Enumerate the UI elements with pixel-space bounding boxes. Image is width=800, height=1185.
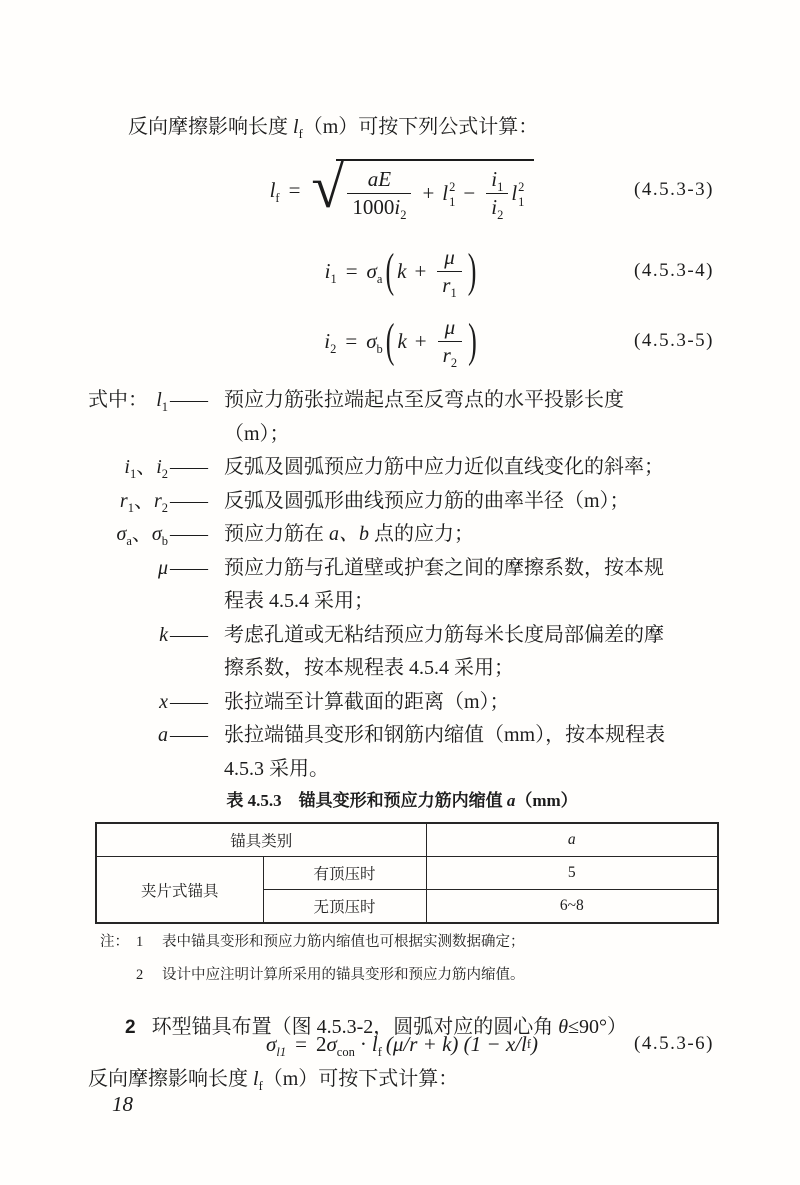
anchorage-values-table — [95, 822, 719, 924]
var-i: i — [394, 195, 401, 219]
equation-formula — [324, 313, 480, 370]
equals-sign: = — [288, 177, 301, 202]
page-number: 18 — [112, 1092, 133, 1116]
equation-number: (4.5.3-6) — [634, 1033, 714, 1054]
radicand — [336, 159, 534, 222]
fraction-mu-r2: $\frac{\mu}{r_2}$ — [438, 317, 462, 366]
var-i1: i — [491, 167, 498, 191]
var-lf: $l_f$ — [371, 1031, 382, 1059]
lhs — [269, 177, 280, 205]
coef-1000: 1000 — [352, 195, 395, 219]
open-paren: ( — [385, 313, 395, 367]
var-theta: θ — [558, 1016, 569, 1038]
sub-f: f — [275, 190, 280, 205]
plus-sign: + — [414, 328, 427, 353]
var-l1: l — [442, 181, 449, 205]
item-2-paragraph: 2 环型锚具布置（图 4.5.3-2，圆弧对应的圆心角 θ≤90°） — [125, 1016, 628, 1038]
var-l: l — [269, 177, 276, 202]
definition-row-x: x —— 张拉端至计算截面的距离（m）； — [88, 686, 720, 720]
table-row — [96, 857, 718, 890]
cell-with-jacking: 有顶压时 — [263, 857, 426, 890]
coef-2: 2 — [315, 1031, 327, 1056]
definition-dash: —— — [170, 556, 206, 579]
table-header-row — [96, 823, 718, 857]
formula-group: (μ/r + k) (1 − x/ — [385, 1031, 521, 1056]
sigma-con: $\sigma_{con}$ — [326, 1031, 355, 1059]
item-number: 2 — [125, 1017, 136, 1038]
wherein-label: 式中： — [88, 389, 148, 411]
header-anchorage-type: 锚具类别 — [96, 823, 426, 857]
fraction-i1-i2: $\frac{i_1}{i_2}$ — [486, 169, 508, 218]
caption-var-a: a — [506, 791, 516, 810]
equation-number: (4.5.3-3) — [634, 179, 714, 200]
equals-sign: = — [345, 328, 358, 353]
definition-dash: —— — [170, 623, 206, 646]
radical-sign: √ — [311, 153, 345, 220]
minus-sign: − — [463, 181, 476, 205]
header-a: a — [426, 823, 718, 857]
definition-row-k: k —— 考虑孔道或无粘结预应力筋每米长度局部偏差的摩 擦系数，按本规程表 4.5.4 采用； — [88, 619, 720, 686]
lhs: $i_1$ — [324, 258, 337, 286]
definition-row-i1-i2: $i_1$、$i_2$ —— 反弧及圆弧预应力筋中应力近似直线变化的斜率； — [88, 451, 720, 485]
var-i2: i — [491, 195, 498, 219]
sigma-a: $\sigma_a$ — [366, 258, 383, 286]
var-k: k — [397, 328, 407, 353]
equals-sign: = — [295, 1031, 307, 1056]
square-root — [311, 153, 534, 223]
definition-row-a: a —— 张拉端锚具变形和钢筋内缩值（mm），按本规程表 4.5.3 采用。 — [88, 719, 720, 786]
plus-sign: + — [414, 258, 427, 283]
definition-dash: —— — [170, 456, 206, 478]
equation-number: (4.5.3-4) — [634, 260, 714, 281]
dot-operator: · — [359, 1031, 367, 1056]
definition-row-sigma-ab: $\sigma_a$、$\sigma_b$ —— 预应力筋在 a、b 点的应力； — [88, 518, 720, 552]
fraction-aE-1000i2 — [347, 167, 411, 223]
paragraph-outro: 反向摩擦影响长度 $l_f(m)$可按下式计算： — [88, 1068, 459, 1093]
definition-dash: —— — [170, 724, 206, 746]
definition-dash: —— — [170, 389, 206, 411]
var-lf-subscript: f — [298, 127, 303, 141]
definition-dash: —— — [170, 523, 206, 545]
fraction-mu-r1: $\frac{\mu}{r_1}$ — [437, 247, 461, 296]
cell-value-6-8: 6~8 — [426, 890, 718, 924]
definition-row-r1-r2: $r_1$、$r_2$ —— 反弧及圆弧形曲线预应力筋的曲率半径（m）； — [88, 485, 720, 519]
definition-dash: —— — [170, 489, 206, 512]
equals-sign: = — [345, 258, 358, 283]
equation-4-5-3-6 — [88, 1026, 716, 1062]
equation-4-5-3-5 — [88, 310, 716, 372]
equation-formula: $\sigma_{l1}$ = 2 $\sigma_{con}$ · $l_f$ (μ/r + k) (1 − x/ l f ) — [266, 1031, 538, 1059]
sigma-b: $\sigma_b$ — [366, 328, 383, 356]
definition-row-l1: $l_1$ —— 预应力筋张拉端起点至反弯点的水平投影长度 （m）； — [88, 384, 720, 451]
cell-value-5: 5 — [426, 857, 718, 890]
var-aE: aE — [367, 167, 392, 191]
intro-text-pre: 反向摩擦影响长度 — [128, 116, 293, 138]
equation-formula — [324, 243, 480, 300]
open-paren: ( — [385, 243, 395, 297]
table-notes — [100, 926, 716, 992]
sub-2: 2 — [400, 208, 407, 223]
note-label: 注： — [100, 934, 129, 950]
var-lf: l — [293, 116, 299, 138]
cell-clip-anchorage: 夹片式锚具 — [96, 857, 263, 924]
note-2: 2 设计中应注明计算所采用的锚具变形和预应力筋内缩值。 — [136, 967, 525, 983]
table-caption: 表 4.5.3 锚具变形和预应力筋内缩值 a（mm） — [226, 791, 578, 810]
var-lf: l — [253, 1068, 259, 1090]
var-lf-second: l — [520, 1031, 527, 1056]
plus-sign: + — [422, 181, 435, 205]
equation-number: (4.5.3-5) — [634, 330, 714, 351]
equation-formula — [269, 153, 535, 223]
intro-text-post: （m）可按下列公式计算： — [302, 116, 539, 138]
close-paren: ) — [468, 313, 477, 367]
lhs: $i_2$ — [324, 328, 337, 356]
paragraph-intro — [88, 110, 728, 144]
equation-4-5-3-4 — [88, 240, 716, 302]
note-1: 注： 1 表中锚具变形和预应力筋内缩值也可根据实测数据确定； — [100, 926, 716, 959]
definition-dash: —— — [170, 690, 206, 713]
equation-4-5-3-3 — [88, 150, 716, 230]
var-k: k — [397, 258, 407, 283]
close-paren: ) — [531, 1031, 538, 1056]
close-paren: ) — [467, 243, 477, 297]
supsub-l1: 2 1 — [449, 180, 456, 209]
definition-row-mu: μ —— 预应力筋与孔道壁或护套之间的摩擦系数，按本规 程表 4.5.4 采用； — [88, 552, 720, 619]
supsub-l1-second: 2 1 — [518, 180, 525, 209]
sigma-l1: $\sigma_{l1}$ — [266, 1031, 287, 1059]
definitions-list — [88, 384, 720, 786]
cell-without-jacking: 无顶压时 — [263, 890, 426, 924]
var-l1-second: l — [511, 181, 518, 205]
